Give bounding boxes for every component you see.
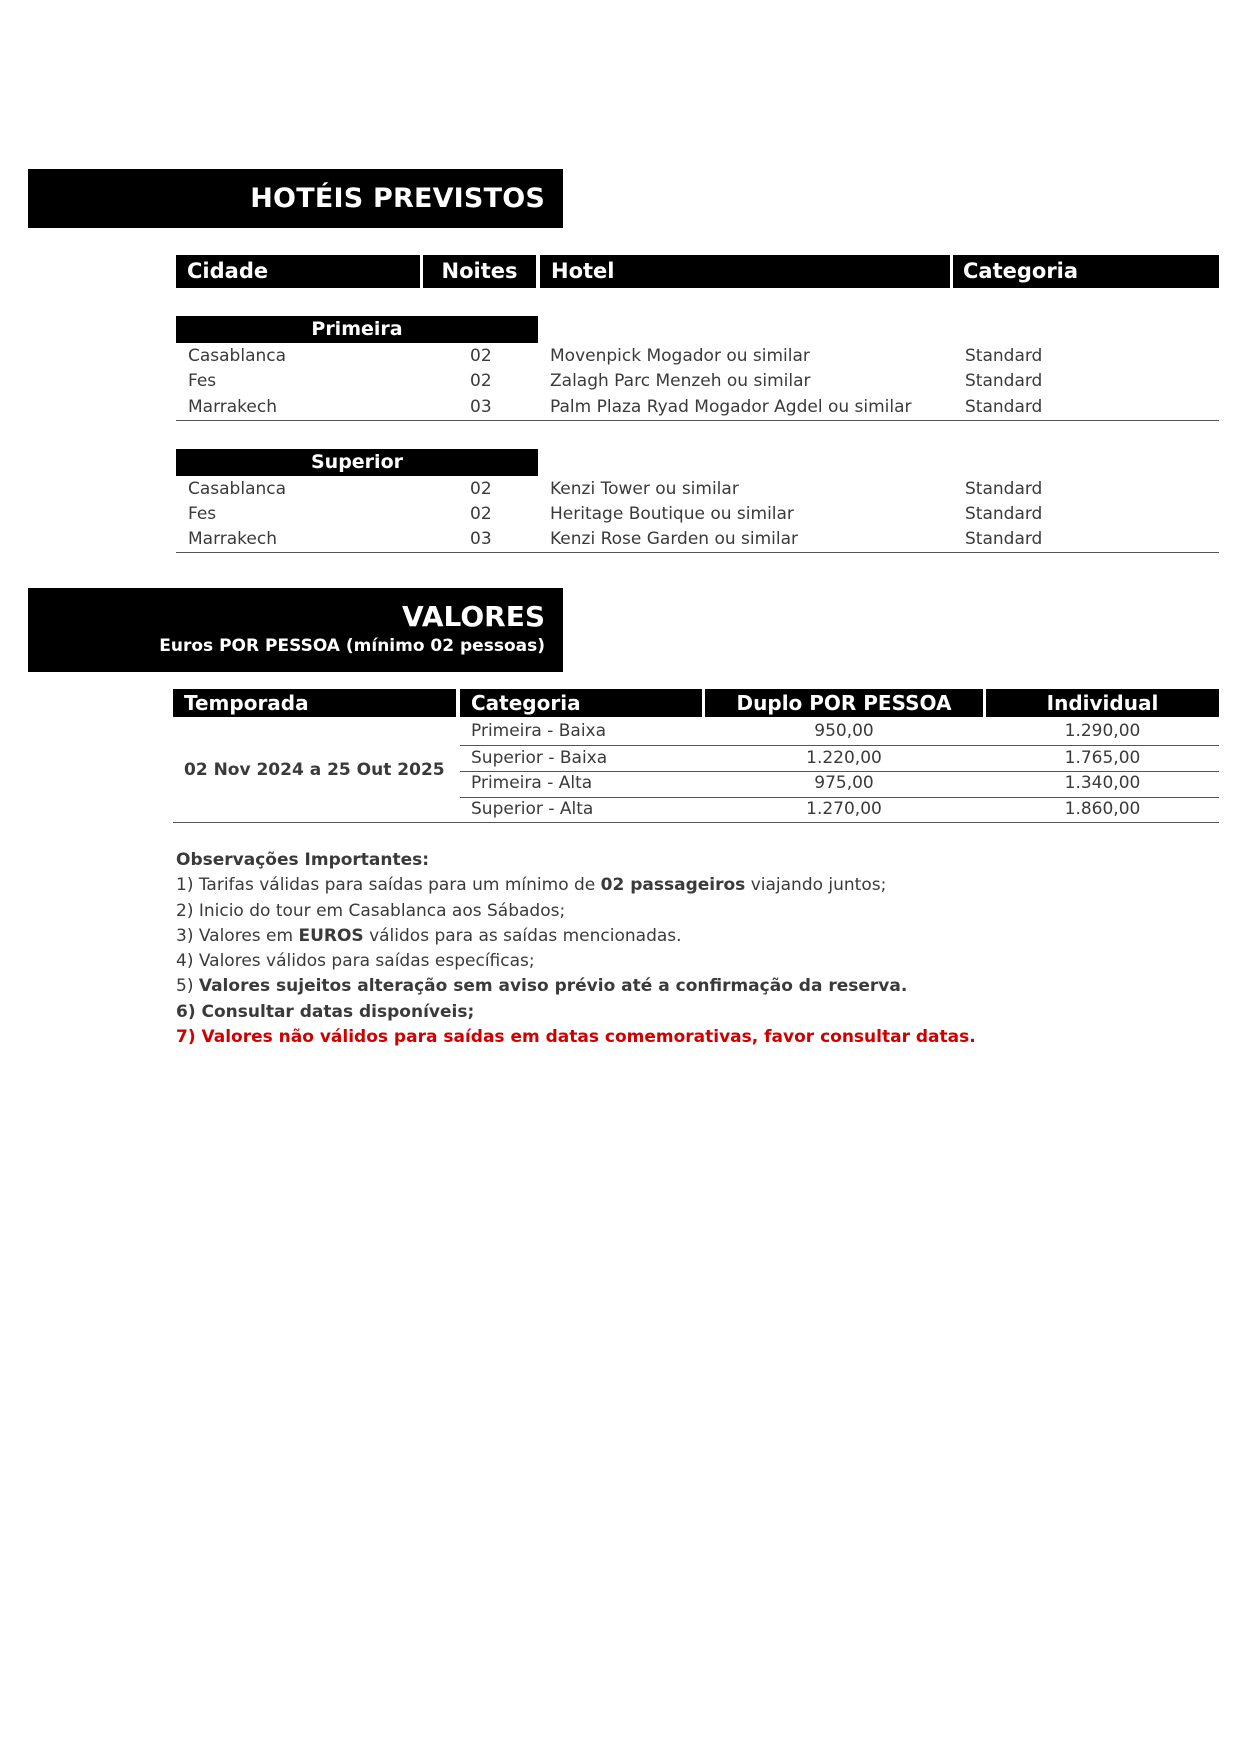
table-cell-nights: 03 [470,397,492,417]
table-cell-category: Superior - Alta [471,799,594,819]
table-cell-single: 1.290,00 [1064,721,1141,741]
header-double: Duplo POR PESSOA [705,689,983,717]
note-4: 4) Valores válidos para saídas específicas; [176,951,535,972]
values-banner-title: VALORES [402,600,545,633]
group-label-primeira: Primeira [176,316,538,343]
table-cell-double: 975,00 [814,773,874,793]
table-cell-nights: 02 [470,504,492,524]
table-cell-nights: 02 [470,346,492,366]
notes-title: Observações Importantes: [176,850,430,870]
note-6: 6) Consultar datas disponíveis; [176,1001,475,1022]
header-hotel: Hotel [540,255,950,288]
group-divider [176,552,1219,553]
table-cell-nights: 02 [470,479,492,499]
table-cell-category: Primeira - Baixa [471,721,607,741]
table-cell-room-category: Standard [965,504,1043,524]
table-cell-category: Superior - Baixa [471,748,608,768]
table-cell-single: 1.860,00 [1064,799,1141,819]
table-cell-double: 1.270,00 [806,799,882,819]
table-cell-category: Primeira - Alta [471,773,593,793]
table-cell-city: Marrakech [188,397,278,417]
important-notes [176,848,976,1050]
header-season: Temporada [173,689,456,717]
note-5: 5) Valores sujeitos alteração sem aviso prévio até a confirmação da reserva. [176,976,908,997]
group-label-superior: Superior [176,449,538,476]
hotels-banner-title: HOTÉIS PREVISTOS [250,183,545,214]
header-room-category: Categoria Apartamento [953,255,1219,288]
note-3: 3) Valores em EUROS válidos para as saídas mencionadas. [176,925,682,946]
table-bottom-border [173,822,1219,823]
table-cell-single: 1.340,00 [1064,773,1141,793]
table-cell-hotel: Palm Plaza Ryad Mogador Agdel ou similar [550,397,912,417]
values-banner-subtitle: Euros POR PESSOA (mínimo 02 pessoas) [159,636,545,656]
table-cell-city: Casablanca [188,479,287,499]
table-cell-city: Fes [188,504,217,524]
note-2: 2) Inicio do tour em Casablanca aos Sábados; [176,900,566,921]
table-cell-city: Fes [188,371,217,391]
values-banner [28,588,563,672]
table-cell-hotel: Movenpick Mogador ou similar [550,346,810,366]
header-category: Categoria [460,689,702,717]
note-7-warning: 7) Valores não válidos para saídas em datas comemorativas, favor consultar datas. [176,1027,976,1048]
table-cell-hotel: Zalagh Parc Menzeh ou similar [550,371,811,391]
table-cell-nights: 03 [470,529,492,549]
table-cell-nights: 02 [470,371,492,391]
table-cell-double: 950,00 [814,721,874,741]
header-single: Individual [986,689,1219,717]
table-cell-hotel: Heritage Boutique ou similar [550,504,794,524]
table-cell-single: 1.765,00 [1064,748,1141,768]
table-cell-room-category: Standard [965,371,1043,391]
table-cell-city: Casablanca [188,346,287,366]
table-cell-city: Marrakech [188,529,278,549]
group-divider [176,420,1219,421]
table-cell-hotel: Kenzi Rose Garden ou similar [550,529,799,549]
header-nights: Noites [423,255,536,288]
note-1: 1) Tarifas válidas para saídas para um mínimo de 02 passageiros viajando juntos; [176,875,887,896]
table-cell-room-category: Standard [965,397,1043,417]
header-city: Cidade [176,255,420,288]
season-value: 02 Nov 2024 a 25 Out 2025 [184,760,445,780]
table-cell-hotel: Kenzi Tower ou similar [550,479,739,499]
table-cell-room-category: Standard [965,346,1043,366]
table-cell-room-category: Standard [965,529,1043,549]
hotels-banner [28,169,563,228]
table-cell-room-category: Standard [965,479,1043,499]
table-cell-double: 1.220,00 [806,748,882,768]
